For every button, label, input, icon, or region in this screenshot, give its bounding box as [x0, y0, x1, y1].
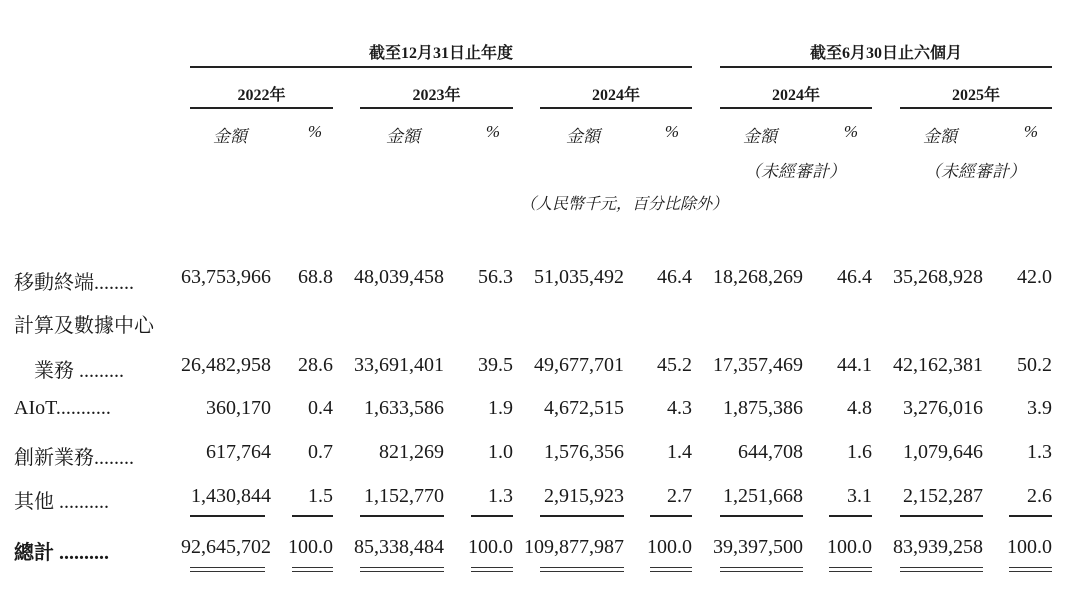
total-double-rule: [360, 571, 444, 572]
cell-pct: 1.9: [488, 397, 513, 419]
cell-amount: 85,338,484: [354, 536, 444, 558]
cell-pct: 100.0: [1007, 536, 1052, 558]
cell-pct: 4.3: [667, 397, 692, 419]
cell-pct: 0.7: [308, 441, 333, 463]
total-double-rule: [829, 571, 872, 572]
cell-amount: 48,039,458: [354, 266, 444, 288]
subtotal-rule: [650, 515, 692, 517]
year-rule-2025-interim: [900, 107, 1052, 109]
cell-amount: 1,079,646: [903, 441, 983, 463]
cell-pct: 68.8: [298, 266, 333, 288]
unaudited-note-2025: （未經審計）: [924, 162, 1026, 181]
row-label-computing-line2: 業務 .........: [34, 360, 124, 382]
row-label-computing-line1: 計算及數據中心: [14, 315, 154, 337]
cell-amount: 4,672,515: [544, 397, 624, 419]
cell-amount: 51,035,492: [534, 266, 624, 288]
cell-pct: 0.4: [308, 397, 333, 419]
cell-pct: 3.1: [847, 485, 872, 507]
total-double-rule: [1009, 571, 1052, 572]
total-double-rule: [900, 571, 983, 572]
total-double-rule: [190, 571, 265, 572]
cell-pct: 1.5: [308, 485, 333, 507]
cell-amount: 63,753,966: [181, 266, 271, 288]
cell-amount: 3,276,016: [903, 397, 983, 419]
cell-pct: 100.0: [827, 536, 872, 558]
total-double-rule: [1009, 567, 1052, 568]
pct-header-2025-interim: %: [1023, 122, 1039, 141]
year-rule-2023: [360, 107, 513, 109]
row-label-total: 總計 ..........: [14, 542, 109, 564]
subtotal-rule: [360, 515, 444, 517]
cell-pct: 42.0: [1017, 266, 1052, 288]
cell-amount: 49,677,701: [534, 354, 624, 376]
subtotal-rule: [720, 515, 803, 517]
subtotal-rule: [292, 515, 333, 517]
unit-note: （人民幣千元，百分比除外）: [520, 196, 729, 213]
cell-amount: 821,269: [379, 441, 444, 463]
total-double-rule: [540, 567, 624, 568]
row-label-mobile: 移動終端........: [14, 272, 134, 294]
cell-pct: 100.0: [288, 536, 333, 558]
cell-amount: 360,170: [206, 397, 271, 419]
cell-pct: 1.3: [1027, 441, 1052, 463]
total-double-rule: [292, 567, 333, 568]
cell-pct: 39.5: [478, 354, 513, 376]
subtotal-rule: [1009, 515, 1052, 517]
cell-amount: 83,939,258: [893, 536, 983, 558]
cell-amount: 18,268,269: [713, 266, 803, 288]
cell-amount: 2,152,287: [903, 485, 983, 507]
year-header-2024-interim: 2024年: [771, 87, 820, 104]
cell-amount: 1,633,586: [364, 397, 444, 419]
amount-header-2023: 金額: [386, 127, 420, 146]
subtotal-rule: [829, 515, 872, 517]
year-rule-2024: [540, 107, 692, 109]
year-rule-2022: [190, 107, 333, 109]
cell-amount: 92,645,702: [181, 536, 271, 558]
row-label-others: 其他 ..........: [14, 491, 109, 513]
total-double-rule: [650, 571, 692, 572]
cell-pct: 1.6: [847, 441, 872, 463]
cell-pct: 46.4: [837, 266, 872, 288]
cell-pct: 50.2: [1017, 354, 1052, 376]
cell-pct: 100.0: [647, 536, 692, 558]
total-double-rule: [650, 567, 692, 568]
cell-pct: 100.0: [468, 536, 513, 558]
cell-amount: 26,482,958: [181, 354, 271, 376]
cell-amount: 109,877,987: [524, 536, 624, 558]
cell-amount: 1,875,386: [723, 397, 803, 419]
cell-pct: 2.7: [667, 485, 692, 507]
cell-pct: 28.6: [298, 354, 333, 376]
amount-header-2022: 金額: [213, 127, 247, 146]
total-double-rule: [720, 567, 803, 568]
total-double-rule: [540, 571, 624, 572]
total-double-rule: [292, 571, 333, 572]
cell-amount: 617,764: [206, 441, 271, 463]
cell-pct: 4.8: [847, 397, 872, 419]
cell-amount: 2,915,923: [544, 485, 624, 507]
cell-pct: 44.1: [837, 354, 872, 376]
subtotal-rule: [540, 515, 624, 517]
cell-amount: 35,268,928: [893, 266, 983, 288]
cell-pct: 45.2: [657, 354, 692, 376]
year-header-2022: 2022年: [237, 87, 286, 104]
row-label-aiot: AIoT...........: [14, 397, 111, 419]
cell-pct: 46.4: [657, 266, 692, 288]
fiscal-year-group-header: 截至12月31日止年度: [368, 45, 513, 62]
cell-pct: 1.0: [488, 441, 513, 463]
interim-group-rule: [720, 66, 1052, 68]
cell-pct: 56.3: [478, 266, 513, 288]
cell-pct: 3.9: [1027, 397, 1052, 419]
cell-pct: 1.4: [667, 441, 692, 463]
amount-header-2024: 金額: [566, 127, 600, 146]
total-double-rule: [471, 567, 513, 568]
year-header-2023: 2023年: [412, 87, 461, 104]
year-header-2024: 2024年: [591, 87, 640, 104]
total-double-rule: [190, 567, 265, 568]
total-double-rule: [900, 567, 983, 568]
total-double-rule: [471, 571, 513, 572]
cell-amount: 39,397,500: [713, 536, 803, 558]
cell-amount: 17,357,469: [713, 354, 803, 376]
total-double-rule: [829, 567, 872, 568]
pct-header-2023: %: [485, 122, 501, 141]
total-double-rule: [720, 571, 803, 572]
subtotal-rule: [900, 515, 983, 517]
year-header-2025-interim: 2025年: [951, 87, 1000, 104]
cell-amount: 1,430,844: [191, 485, 271, 507]
year-rule-2024-interim: [720, 107, 872, 109]
cell-amount: 1,576,356: [544, 441, 624, 463]
subtotal-rule: [471, 515, 513, 517]
pct-header-2022: %: [307, 122, 323, 141]
pct-header-2024-interim: %: [843, 122, 859, 141]
total-double-rule: [360, 567, 444, 568]
row-label-innovation: 創新業務........: [14, 447, 134, 469]
amount-header-2024-interim: 金額: [743, 127, 777, 146]
cell-amount: 644,708: [738, 441, 803, 463]
cell-amount: 33,691,401: [354, 354, 444, 376]
fiscal-group-rule: [190, 66, 692, 68]
subtotal-rule: [190, 515, 265, 517]
amount-header-2025-interim: 金額: [923, 127, 957, 146]
interim-group-header: 截至6月30日止六個月: [809, 45, 962, 62]
unaudited-note-2024: （未經審計）: [744, 162, 846, 181]
pct-header-2024: %: [664, 122, 680, 141]
cell-amount: 1,152,770: [364, 485, 444, 507]
cell-pct: 1.3: [488, 485, 513, 507]
cell-amount: 1,251,668: [723, 485, 803, 507]
cell-pct: 2.6: [1027, 485, 1052, 507]
cell-amount: 42,162,381: [893, 354, 983, 376]
